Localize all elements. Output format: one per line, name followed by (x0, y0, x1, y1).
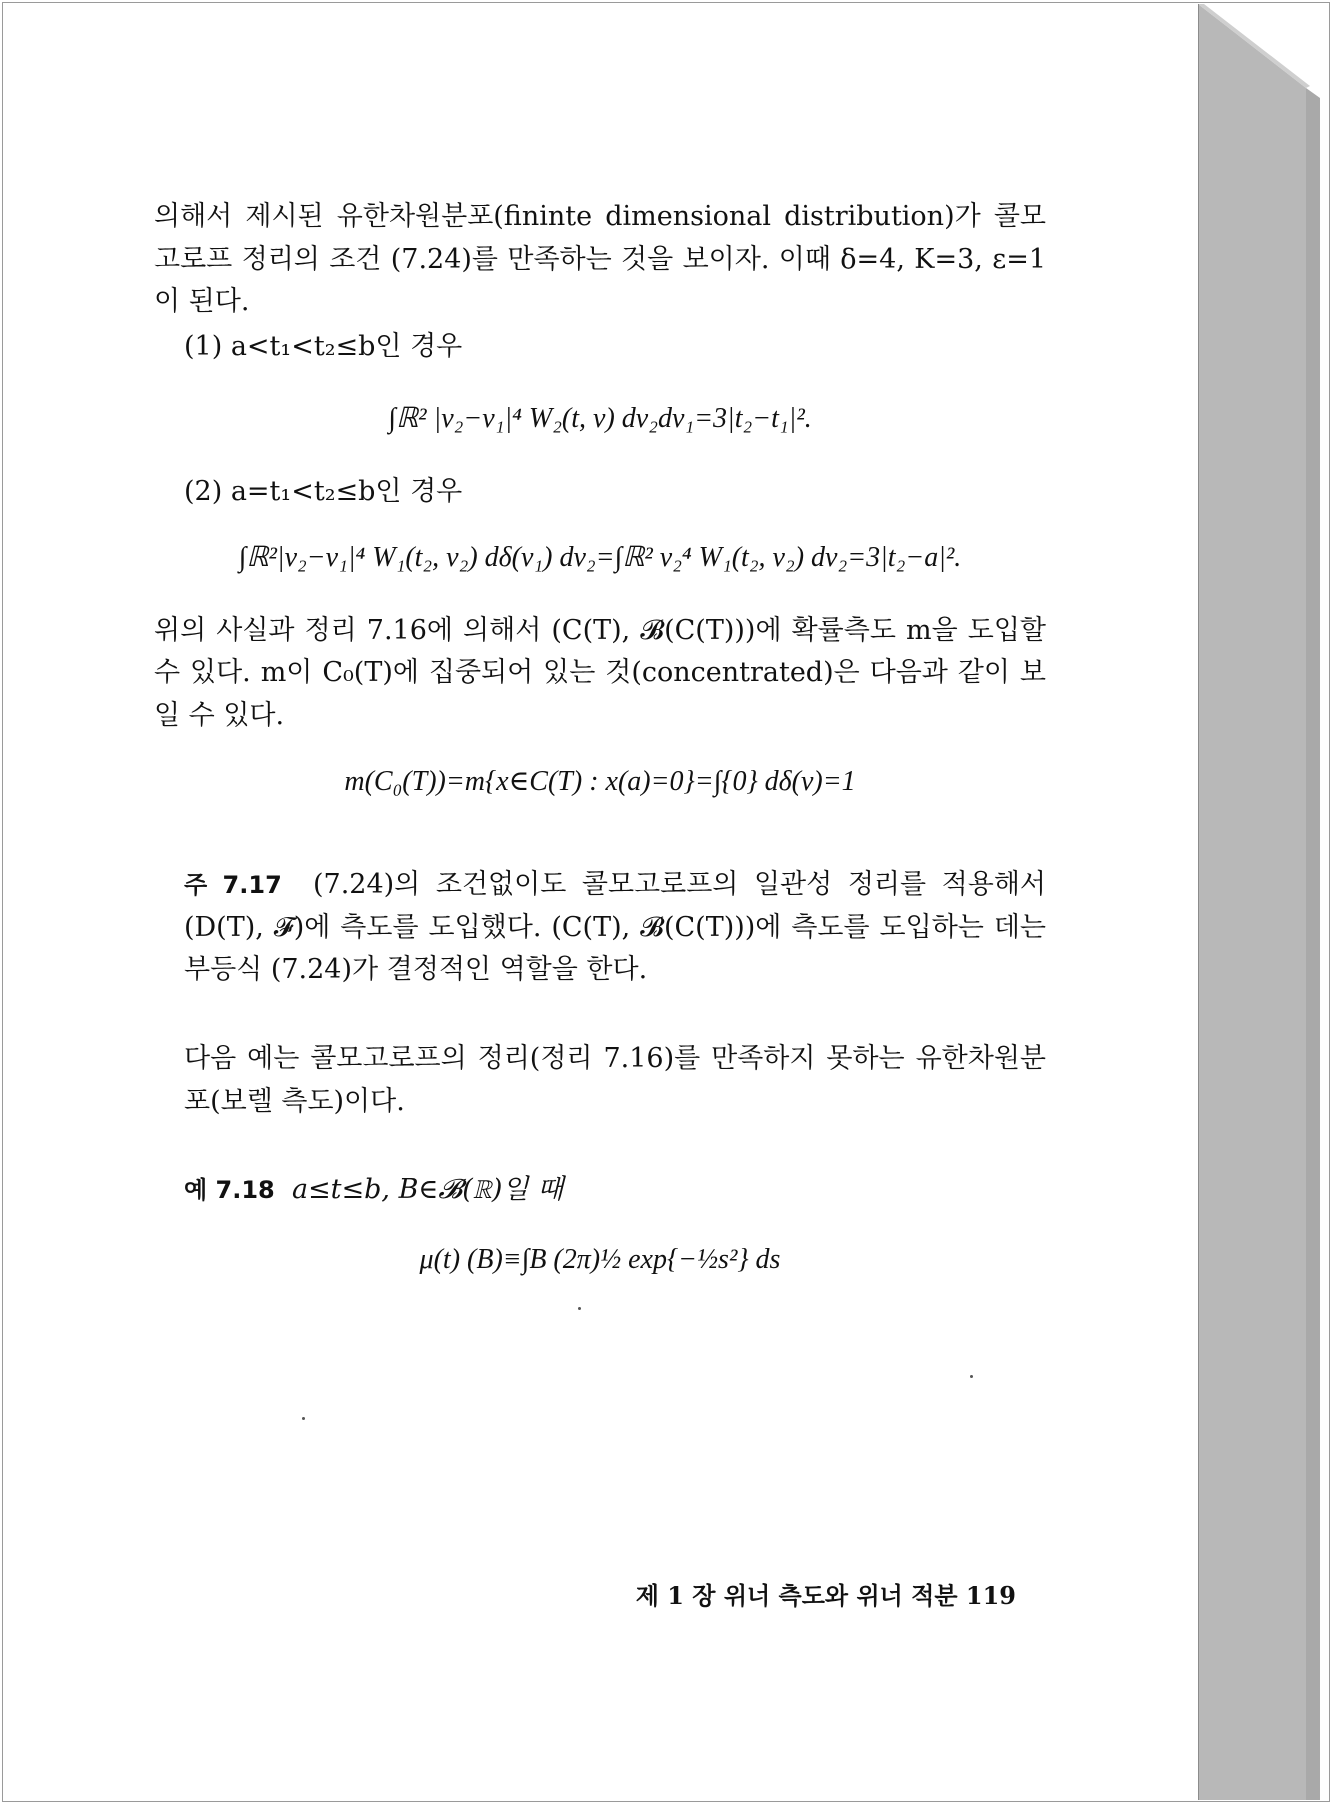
paragraph-counterexample: 다음 예는 콜모고로프의 정리(정리 7.16)를 만족하지 못하는 유한차원분포(보렐 측도)이다. (184, 1042, 1046, 1117)
equation-4: μ(t) (B)≡∫B (2π)½ exp{−½s²} ds (419, 1243, 781, 1275)
paragraph-measure: 위의 사실과 정리 7.16에 의해서 (C(T), 𝓑(C(T)))에 확률측도 m을 도입할 수 있다. m이 C₀(T)에 집중되어 있는 것(concentrated)은 다음과 같이 보일 수 있다. (154, 614, 1046, 732)
note-7-17 (154, 864, 1046, 992)
page-body (154, 196, 1046, 1282)
example-label: 예 7.18 (184, 1176, 275, 1205)
case-1-heading: (1) a<t₁<t₂≤b인 경우 (184, 330, 463, 362)
scan-speck (302, 1417, 305, 1420)
running-footer: 제 1 장 위너 측도와 위너 적분 119 (635, 1581, 1016, 1610)
note-text: (7.24)의 조건없이도 콜모고로프의 일관성 정리를 적용해서 (D(T), 𝓕)에 측도를 도입했다. (C(T), 𝓑(C(T)))에 측도를 도입하는 데는 부등식 (7.24)가 결정적인 역할을 한다. (184, 868, 1046, 986)
example-text: a≤t≤b, B∈𝓑(ℝ)일 때 (291, 1174, 564, 1206)
scan-speck (970, 1375, 973, 1378)
equation-1: ∫ℝ² |v₂−v₁|⁴ W₂(t, v) dv₂dv₁=3|t₂−t₁|². (388, 402, 812, 434)
paragraph-intro: 의해서 제시된 유한차원분포(fininte dimensional distribution)가 콜모고로프 정리의 조건 (7.24)를 만족하는 것을 보이자. 이때 δ=4, K=3, ε=1이 된다. (154, 201, 1046, 318)
equation-2: ∫ℝ²|v₂−v₁|⁴ W₁(t₂, v₂) dδ(v₁) dv₂=∫ℝ² v₂⁴ W₁(t₂, v₂) dv₂=3|t₂−a|². (238, 541, 962, 573)
equation-3: m(C₀(T))=m{x∈C(T) : x(a)=0}=∫{0} dδ(v)=1 (344, 765, 856, 797)
note-label: 주 7.17 (184, 870, 282, 899)
example-7-18 (154, 1169, 1046, 1212)
case-2-heading: (2) a=t₁<t₂≤b인 경우 (184, 475, 463, 507)
scan-speck (578, 1307, 581, 1310)
